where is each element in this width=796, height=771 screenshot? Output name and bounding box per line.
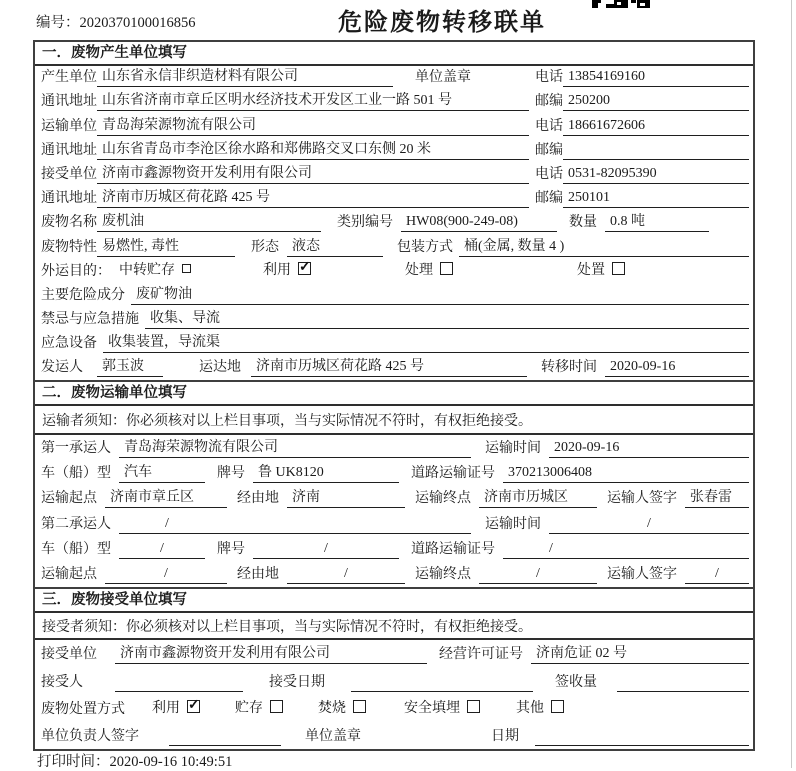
via-label: 经由地 — [237, 567, 279, 583]
field-transporter-name: 青岛海荣源物流有限公司 — [97, 114, 529, 136]
field-license: 济南危证 02 号 — [531, 642, 749, 664]
option-label: 处置 — [577, 262, 605, 278]
plate-label: 牌号 — [217, 466, 245, 482]
field-producer-phone: 13854169160 — [563, 69, 749, 87]
receiver-label: 接受单位 — [41, 166, 97, 182]
field-carrier1-end: 济南市历城区 — [479, 486, 597, 508]
section-transporter-heading: 二．废物运输单位填写 — [35, 382, 753, 406]
zip-label: 邮编 — [535, 94, 563, 110]
field-receiver-zip: 250101 — [563, 190, 749, 208]
disposal-option-other — [516, 697, 564, 719]
field-carrier1-name: 青岛海荣源物流有限公司 — [119, 436, 471, 458]
checkbox-disposal-other — [551, 700, 564, 713]
field-transporter-address: 山东省青岛市李沧区徐水路和郑佛路交叉口东侧 20 米 — [97, 138, 529, 160]
disposal-option-utilize — [152, 697, 200, 719]
field-category-code: HW08(900-249-08) — [401, 214, 557, 232]
option-label: 处理 — [405, 262, 433, 278]
unit-seal-label: 单位盖章 — [305, 728, 361, 744]
field-carrier2-permit: / — [503, 541, 749, 559]
sign-qty-label: 签收量 — [555, 674, 597, 690]
checkbox-transfer-storage — [182, 264, 191, 273]
row-carrier2 — [35, 511, 753, 536]
option-label: 利用 — [263, 262, 291, 278]
field-carrier2-plate: / — [253, 541, 399, 559]
origin-label: 运输起点 — [41, 567, 97, 583]
field-form: 液态 — [287, 235, 383, 257]
field-transporter-phone: 18661672606 — [563, 118, 749, 136]
carrier-sign-label: 运输人签字 — [607, 567, 677, 583]
row-accepter — [35, 667, 753, 694]
checkbox-dispose — [612, 262, 625, 275]
field-carrier2-sign: / — [685, 566, 749, 584]
option-label: 安全填埋 — [404, 700, 460, 716]
option-label: 其他 — [516, 700, 544, 716]
section-receiver-heading: 三．废物接受单位填写 — [35, 589, 753, 613]
print-time-value: 2020-09-16 10:49:51 — [109, 754, 233, 770]
section-producer-heading: 一．废物产生单位填写 — [35, 42, 753, 66]
row-carrier2-vehicle — [35, 537, 753, 562]
receiving-unit-label: 接受单位 — [41, 647, 97, 663]
field-accepter — [115, 690, 243, 692]
end-label: 运输终点 — [415, 491, 471, 507]
transport-time-label: 运输时间 — [485, 440, 541, 456]
row-transporter-address — [35, 139, 753, 163]
field-carrier1-time: 2020-09-16 — [549, 440, 749, 458]
section-producer — [33, 40, 755, 382]
field-accept-date — [351, 690, 533, 692]
field-shipper: 郭玉波 — [97, 355, 163, 377]
field-carrier1-sign: 张春雷 — [685, 486, 749, 508]
field-sign-qty — [617, 690, 749, 692]
form-label: 形态 — [251, 239, 279, 255]
option-label: 利用 — [152, 700, 180, 716]
trait-label: 废物特性 — [41, 239, 97, 255]
unit-seal-label: 单位盖章 — [415, 70, 471, 86]
phone-label: 电话 — [535, 166, 563, 182]
row-producer-address — [35, 90, 753, 114]
field-trait: 易燃性, 毒性 — [97, 235, 235, 257]
document-title: 危险废物转移联单 — [338, 10, 546, 36]
print-time-label: 打印时间： — [37, 754, 110, 770]
field-carrier2-end: / — [479, 566, 597, 584]
hazard-label: 主要危险成分 — [41, 287, 125, 303]
waste-name-label: 废物名称 — [41, 215, 97, 231]
checkbox-disposal-store — [270, 700, 283, 713]
purpose-label: 外运目的： — [41, 263, 111, 279]
emergency-label: 禁忌与应急措施 — [41, 312, 139, 328]
field-carrier1-via: 济南 — [287, 486, 405, 508]
qr-code-fragment — [592, 0, 652, 9]
purpose-option-utilize — [263, 259, 311, 281]
field-emergency: 收集、导流 — [145, 307, 749, 329]
field-carrier2-via: / — [287, 566, 405, 584]
origin-label: 运输起点 — [41, 491, 97, 507]
option-label: 中转贮存 — [119, 262, 175, 278]
field-receiver-address: 济南市历城区荷花路 425 号 — [97, 186, 529, 208]
purpose-option-treat — [405, 259, 453, 281]
manifest-form — [33, 40, 755, 751]
row-emergency-equipment — [35, 332, 753, 356]
row-producer — [35, 66, 753, 90]
disposal-label: 废物处置方式 — [41, 701, 125, 717]
field-transfer-time: 2020-09-16 — [605, 359, 749, 377]
field-equipment: 收集装置，导流渠 — [103, 331, 749, 353]
row-carrier1 — [35, 435, 753, 460]
row-waste-name — [35, 211, 753, 235]
transfer-time-label: 转移时间 — [541, 360, 597, 376]
option-label: 焚烧 — [318, 700, 346, 716]
producer-label: 产生单位 — [41, 70, 97, 86]
vehicle-label: 车（船）型 — [41, 541, 111, 557]
plate-label: 牌号 — [217, 541, 245, 557]
transporter-notice: 运输者须知：你必须核对以上栏目事项，当与实际情况不符时，有权拒绝接受。 — [35, 406, 753, 435]
field-carrier1-permit: 370213006408 — [503, 465, 749, 483]
disposal-option-store — [235, 697, 283, 719]
field-carrier1-plate: 鲁 UK8120 — [253, 461, 399, 483]
row-receiving-unit — [35, 640, 753, 667]
row-transporter — [35, 114, 753, 138]
receiver-notice: 接受者须知：你必须核对以上栏目事项，当与实际情况不符时，有权拒绝接受。 — [35, 613, 753, 640]
field-carrier2-vehicle: / — [119, 541, 205, 559]
phone-label: 电话 — [535, 118, 563, 134]
vehicle-label: 车（船）型 — [41, 466, 111, 482]
row-carrier1-vehicle — [35, 461, 753, 486]
field-producer-zip: 250200 — [563, 93, 749, 111]
checkbox-treat — [440, 262, 453, 275]
page-edge-divider — [791, 0, 792, 768]
license-label: 经营许可证号 — [439, 647, 523, 663]
accept-date-label: 接受日期 — [269, 674, 325, 690]
row-emergency-measures — [35, 308, 753, 332]
quantity-label: 数量 — [569, 215, 597, 231]
row-receiver-address — [35, 187, 753, 211]
carrier1-label: 第一承运人 — [41, 440, 111, 456]
row-hazard — [35, 284, 753, 308]
serial-label: 编号： — [36, 15, 80, 31]
carrier2-label: 第二承运人 — [41, 516, 111, 532]
carrier-sign-label: 运输人签字 — [607, 491, 677, 507]
address-label: 通讯地址 — [41, 94, 97, 110]
serial-value: 2020370100016856 — [79, 15, 196, 31]
field-carrier1-vehicle: 汽车 — [119, 461, 205, 483]
permit-label: 道路运输证号 — [411, 541, 495, 557]
field-manager-sign — [169, 744, 281, 746]
field-carrier2-time: / — [549, 516, 749, 534]
checkbox-disposal-utilize — [187, 700, 200, 713]
disposal-option-landfill — [404, 697, 480, 719]
field-date — [535, 744, 749, 746]
field-producer-name: 山东省永信非织造材料有限公司 — [97, 65, 393, 87]
checkbox-disposal-incinerate — [353, 700, 366, 713]
field-waste-name: 废机油 — [97, 210, 321, 232]
field-destination: 济南市历城区荷花路 425 号 — [251, 355, 527, 377]
section-transporter — [33, 380, 755, 589]
accepter-label: 接受人 — [41, 674, 83, 690]
row-receiver — [35, 163, 753, 187]
zip-label: 邮编 — [535, 142, 563, 158]
end-label: 运输终点 — [415, 567, 471, 583]
shipper-label: 发运人 — [41, 360, 83, 376]
address-label: 通讯地址 — [41, 142, 97, 158]
field-transporter-zip — [563, 158, 749, 160]
row-carrier2-route — [35, 562, 753, 587]
phone-label: 电话 — [535, 70, 563, 86]
field-receiver-phone: 0531-82095390 — [563, 166, 749, 184]
disposal-option-incinerate — [318, 697, 366, 719]
manager-sign-label: 单位负责人签字 — [41, 728, 139, 744]
row-carrier1-route — [35, 486, 753, 511]
serial-number — [36, 11, 196, 32]
row-disposal-method — [35, 695, 753, 722]
field-carrier1-origin: 济南市章丘区 — [105, 486, 227, 508]
field-carrier2-name: / — [119, 516, 471, 534]
transport-time-label: 运输时间 — [485, 516, 541, 532]
date-label: 日期 — [491, 728, 519, 744]
option-label: 贮存 — [235, 700, 263, 716]
field-receiving-unit: 济南市鑫源物资开发利用有限公司 — [115, 642, 427, 664]
checkbox-disposal-landfill — [467, 700, 480, 713]
row-shipper — [35, 356, 753, 380]
field-receiver-name: 济南市鑫源物资开发利用有限公司 — [97, 162, 529, 184]
row-purpose — [35, 260, 753, 284]
transporter-label: 运输单位 — [41, 118, 97, 134]
field-hazard: 废矿物油 — [131, 283, 749, 305]
purpose-option-dispose — [577, 259, 625, 281]
packing-label: 包装方式 — [397, 239, 453, 255]
field-quantity: 0.8 吨 — [605, 210, 709, 232]
dest-label: 运达地 — [199, 360, 241, 376]
purpose-option-transfer-storage — [119, 259, 191, 281]
section-receiver — [33, 587, 755, 751]
address-label: 通讯地址 — [41, 191, 97, 207]
permit-label: 道路运输证号 — [411, 466, 495, 482]
field-carrier2-origin: / — [105, 566, 227, 584]
via-label: 经由地 — [237, 491, 279, 507]
row-waste-trait — [35, 235, 753, 259]
equipment-label: 应急设备 — [41, 336, 97, 352]
zip-label: 邮编 — [535, 191, 563, 207]
row-manager-sign — [35, 722, 753, 749]
category-label: 类别编号 — [337, 215, 393, 231]
checkbox-utilize — [298, 262, 311, 275]
field-packing: 桶(金属, 数量 4 ) — [459, 235, 749, 257]
field-producer-address: 山东省济南市章丘区明水经济技术开发区工业一路 501 号 — [97, 89, 529, 111]
